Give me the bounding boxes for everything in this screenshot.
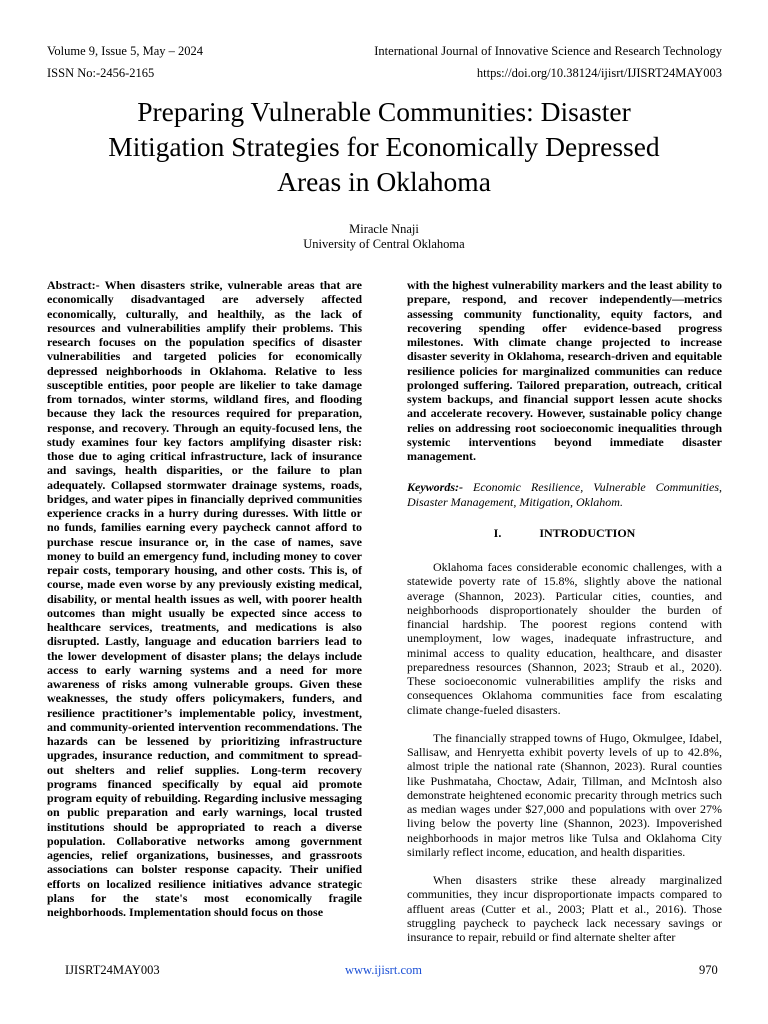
abstract-paragraph <box>47 278 362 919</box>
header-journal-name: International Journal of Innovative Science and Research Technology <box>374 44 722 58</box>
title-line-2: Mitigation Strategies for Economically Depressed <box>108 131 660 162</box>
author-name: Miracle Nnaji <box>349 222 419 236</box>
author-affiliation: University of Central Oklahoma <box>303 237 465 251</box>
left-column <box>47 278 362 919</box>
intro-paragraph-2: The financially strapped towns of Hugo, Okmulgee, Idabel, Sallisaw, and Henryetta exhibit poverty levels of up to 42.8%, almost triple the national rate (Shannon, 2023). Rural counties like Pushmataha, Choctaw, Adair, Tillman, and McIntosh also demonstrate heightened economic precarity through metrics such as median wages under $27,000 and populations with over 27% living below the poverty line (Shannon, 2023). Impoverished neighborhoods in major metros like Tulsa and Oklahoma City similarly reflect income, education, and health disparities. <box>407 730 722 859</box>
section-number: I. <box>493 525 502 540</box>
intro-paragraph-3: When disasters strike these already marginalized communities, they incur disproportionate impacts compared to affluent areas (Cutter et al., 2003; Platt et al., 2016). Those struggling paycheck to paycheck lack necessary savings or insurance to repair, rebuild or find alternate shelter after <box>407 873 722 944</box>
title-line-1: Preparing Vulnerable Communities: Disaster <box>137 96 631 127</box>
header-volume: Volume 9, Issue 5, May – 2024 <box>47 44 204 58</box>
footer-paper-id: IJISRT24MAY003 <box>65 963 160 977</box>
title-line-3: Areas in Oklahoma <box>277 166 491 197</box>
abstract-continuation: with the highest vulnerability markers and the least ability to prepare, respond, and recover independently—metrics assessing community functionality, equity factors, and recovering spending offer evidence-based progress milestones. With climate change projected to increase disaster severity in Oklahoma, research-driven and equitable resilience policies for marginalized communities can reduce prolonged suffering. Tailored preparation, outreach, critical system backups, and financial support lessen acute shocks and accelerate recovery. However, sustainable policy change relies on addressing root socioeconomic inequalities through systemic interventions beyond immediate disaster management. <box>407 278 722 463</box>
intro-paragraph-1: Oklahoma faces considerable economic challenges, with a statewide poverty rate of 15.8%, slightly above the national average (Shannon, 2023). Particular cities, counties, and neighborhoods disproportionately shoulder the burden of financial hardship. The poorest regions contend with unemployment, low wages, inadequate infrastructure, and minimal access to quality education, healthcare, and disaster preparedness resources (Shannon, 2023; Straub et al., 2020). These socioeconomic vulnerabilities amplify the risks and consequences Oklahoma communities face from escalating climate change-fueled disasters. <box>407 560 722 717</box>
keywords-paragraph <box>407 480 722 509</box>
header-doi-link[interactable]: https://doi.org/10.38124/ijisrt/IJISRT24MAY003 <box>476 66 722 80</box>
paper-title <box>0 94 768 199</box>
right-column <box>407 278 722 958</box>
abstract-label: Abstract:- <box>47 278 100 292</box>
author-block <box>0 222 768 252</box>
section-title: INTRODUCTION <box>539 525 636 540</box>
header-issn: ISSN No:-2456-2165 <box>47 66 155 80</box>
footer-website-link[interactable]: www.ijisrt.com <box>345 963 422 977</box>
keywords-label: Keywords:- <box>407 480 463 495</box>
keywords-text: Economic Resilience, Vulnerable Communities, Disaster Management, Mitigation, Oklahom. <box>407 480 722 509</box>
abstract-text-left: When disasters strike, vulnerable areas that are economically disadvantaged are adversely affected economically, culturally, and healthily, as the lack of resources and vulnerabilities amplify their problems. This research focuses on the population specifics of disaster vulnerabilities and targeted policies for economically depressed neighborhoods in Oklahoma. Relative to less susceptible entities, poor people are likelier to take damage from tornados, winter storms, wildland fires, and flooding because they lack the resources required for preparation, response, and recovery. Through an equity-focused lens, the study examines four key factors amplifying disaster risk: those due to aging critical infrastructure, lack of insurance and savings, health disparities, or the failure to plan adequately. Collapsed stormwater drainage systems, roads, bridges, and water pipes in financially deprived communities experience cracks in a hurry during duresses. With little or no funds, families earning every paycheck cannot afford to purchase rescue insurance or, in the case of names, save money to build an emergency fund, including money to cover repair costs, temporary housing, and other costs. This is, of course, made even worse by any previously existing medical, disability, or mental health issues as well, with poorer health outcomes than might usually be expected since access to healthcare services, treatments, and medications is also disrupted. Lastly, language and education barriers lead to the lower development of disaster plans; the delays include access to early warning systems and a need for more awareness of risks among vulnerable groups. Given these weaknesses, the study offers policymakers, funders, and resilience practitioner’s implementable policy, investment, and community-oriented intervention recommendations. The hazards can be lessened by prioritizing infrastructure upgrades, insurance reduction, and commitment to spread-out shelters and relief supplies. Long-term recovery programs financed specifically by equal aid promote program equity of rebuilding. Regarding inclusive messaging on public preparation and early warnings, local trusted institutions should be appropriated to reach a diverse population. Collaborative networks among government agencies, relief organizations, businesses, and grassroots associations can bolster response capacity. Their unified efforts on localized resilience initiatives advance strategic plans for the state's most economically fragile neighborhoods. Implementation should focus on those <box>47 278 362 919</box>
section-heading <box>407 526 722 540</box>
footer-page-number: 970 <box>699 963 718 977</box>
